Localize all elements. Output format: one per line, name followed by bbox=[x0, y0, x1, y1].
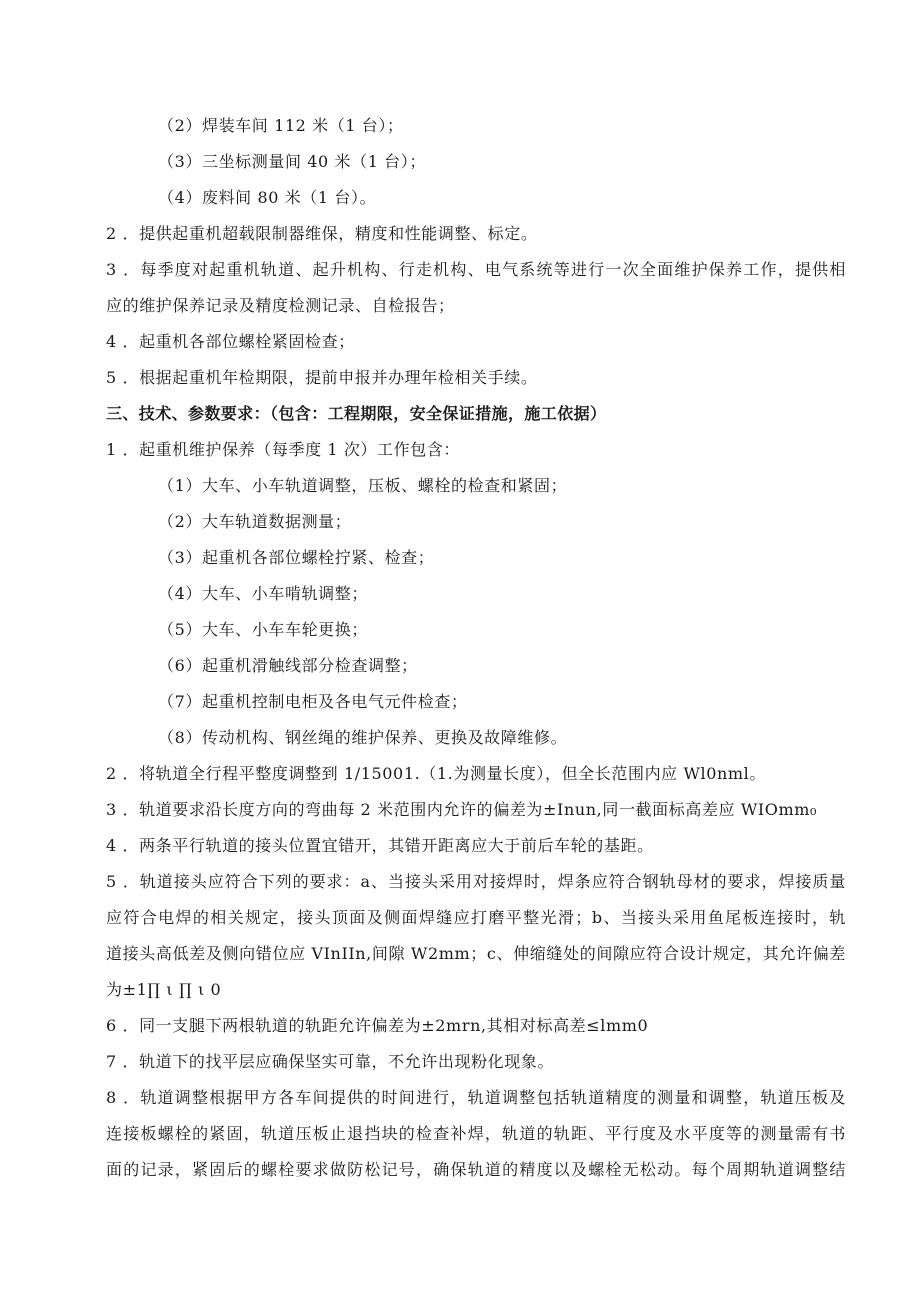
scope-sub-item-2: （2）大车轨道数据测量； bbox=[158, 512, 352, 531]
scope-sub-item-7: （7）起重机控制电柜及各电气元件检查； bbox=[158, 692, 468, 711]
req-item-6-gauge-tolerance: 6 ．同一支腿下两根轨道的轨距允许偏差为±2mrn,其相对标高差≤lmm0 bbox=[106, 1016, 649, 1035]
item-5-annual-inspection: 5 ．根据起重机年检期限，提前申报并办理年检相关手续。 bbox=[106, 368, 538, 387]
req-item-4-joint-stagger: 4 ．两条平行轨道的接头位置宜错开，其错开距离应大于前后车轮的基距。 bbox=[106, 836, 654, 855]
scope-sub-item-8: （8）传动机构、钢丝绳的维护保养、更换及故障维修。 bbox=[158, 728, 568, 747]
scope-sub-item-4: （4）大车、小车啃轨调整； bbox=[158, 584, 368, 603]
item-3-quarterly-maintenance-line2: 应的维护保养记录及精度检测记录、自检报告； bbox=[106, 296, 455, 315]
req-item-3-track-bending: 3 ．轨道要求沿长度方向的弯曲每 2 米范围内允许的偏差为±Inun,同一截面标高差应 WIOmm₀ bbox=[106, 800, 818, 819]
req-item-8-track-adjustment-line2: 连接板螺栓的紧固，轨道压板止退挡块的检查补焊，轨道的轨距、平行度及水平度等的测量需有书 bbox=[106, 1124, 846, 1143]
item-3-quarterly-maintenance-line1: 3 ．每季度对起重机轨道、起升机构、行走机构、电气系统等进行一次全面维护保养工作，提供相 bbox=[106, 260, 846, 279]
section-heading-technical-requirements: 三、技术、参数要求：（包含：工程期限，安全保证措施，施工依据） bbox=[106, 404, 607, 423]
sub-item-3-cmm-room: （3）三坐标测量间 40 米（1 台）； bbox=[158, 152, 426, 171]
scope-sub-item-5: （5）大车、小车车轮更换； bbox=[158, 620, 368, 639]
req-item-5-joint-requirements-line1: 5 ．轨道接头应符合下列的要求：a、当接头采用对接焊时，焊条应符合钢轨母材的要求，焊接质量 bbox=[106, 872, 846, 891]
sub-item-4-scrap-room: （4）废料间 80 米（1 台）。 bbox=[158, 188, 377, 207]
sub-item-2-welding-shop: （2）焊装车间 112 米（1 台）； bbox=[158, 116, 404, 135]
item-4-bolt-check: 4 ．起重机各部位螺栓紧固检查； bbox=[106, 332, 355, 351]
req-item-2-track-flatness: 2 ．将轨道全行程平整度调整到 1/15001.（1.为测量长度），但全长范围内应 Wl0nml。 bbox=[106, 764, 766, 783]
scope-sub-item-3: （3）起重机各部位螺栓拧紧、检查； bbox=[158, 548, 435, 567]
scope-sub-item-1: （1）大车、小车轨道调整，压板、螺栓的检查和紧固； bbox=[158, 476, 568, 495]
req-item-1-maintenance-scope: 1 ．起重机维护保养（每季度 1 次）工作包含： bbox=[106, 440, 461, 459]
req-item-8-track-adjustment-line1: 8 ．轨道调整根据甲方各车间提供的时间进行，轨道调整包括轨道精度的测量和调整，轨道压板及 bbox=[106, 1088, 846, 1107]
item-2-overload-limiter: 2 ．提供起重机超载限制器维保，精度和性能调整、标定。 bbox=[106, 224, 538, 243]
req-item-5-joint-requirements-line3: 道接头高低差及侧向错位应 VInIIn,间隙 W2mm；c、伸缩缝处的间隙应符合设计规定，其允许偏差 bbox=[106, 944, 846, 963]
req-item-8-track-adjustment-line3: 面的记录，紧固后的螺栓要求做防松记号，确保轨道的精度以及螺栓无松动。每个周期轨道调整结 bbox=[106, 1160, 846, 1179]
scope-sub-item-6: （6）起重机滑触线部分检查调整； bbox=[158, 656, 418, 675]
req-item-5-joint-requirements-line4: 为±1∏ ι ∏ ι 0 bbox=[106, 980, 222, 999]
req-item-5-joint-requirements-line2: 应符合电焊的相关规定，接头顶面及侧面焊缝应打磨平整光滑；b、当接头采用鱼尾板连接时，轨 bbox=[106, 908, 846, 927]
req-item-7-leveling-layer: 7 ．轨道下的找平层应确保坚实可靠，不允许出现粉化现象。 bbox=[106, 1052, 555, 1071]
